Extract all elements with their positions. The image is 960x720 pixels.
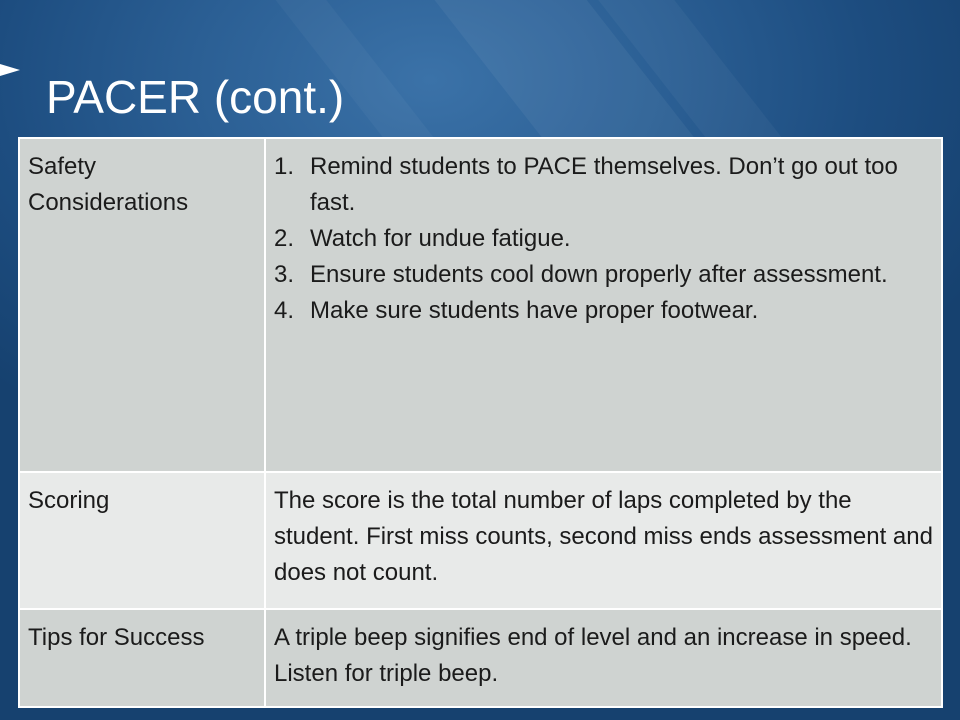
row-content-tips: A triple beep signifies end of level and an increase in speed. Listen for triple beep. — [265, 609, 942, 707]
list-item-text: Make sure students have proper footwear. — [310, 297, 759, 324]
safety-list — [274, 149, 933, 329]
list-item-number: 4. — [274, 297, 295, 324]
list-item-number: 1. — [274, 153, 295, 180]
row-label-line: Considerations — [28, 189, 189, 216]
list-item-text: Remind students to PACE themselves. Don’t go out too fast. — [310, 153, 898, 216]
row-label-line: Safety — [28, 153, 97, 180]
table-row-safety — [19, 138, 942, 472]
list-item — [274, 257, 933, 293]
list-item-text: Ensure students cool down properly after assessment. — [310, 261, 888, 288]
list-item — [274, 149, 933, 221]
list-item-text: Watch for undue fatigue. — [310, 225, 571, 252]
list-item-number: 2. — [274, 225, 295, 252]
slide-title: PACER (cont.) — [46, 71, 345, 123]
list-item — [274, 293, 933, 329]
row-label-safety — [19, 138, 265, 472]
table-row-tips — [19, 609, 942, 707]
row-label-scoring: Scoring — [19, 472, 265, 609]
star-accent-icon — [0, 38, 20, 102]
row-label-tips: Tips for Success — [19, 609, 265, 707]
row-content-safety — [265, 138, 942, 472]
list-item-number: 3. — [274, 261, 295, 288]
list-item — [274, 221, 933, 257]
table-row-scoring — [19, 472, 942, 609]
row-content-scoring: The score is the total number of laps completed by the student. First miss counts, second miss ends assessment and does not count. — [265, 472, 942, 609]
pacer-info-table — [18, 137, 943, 708]
